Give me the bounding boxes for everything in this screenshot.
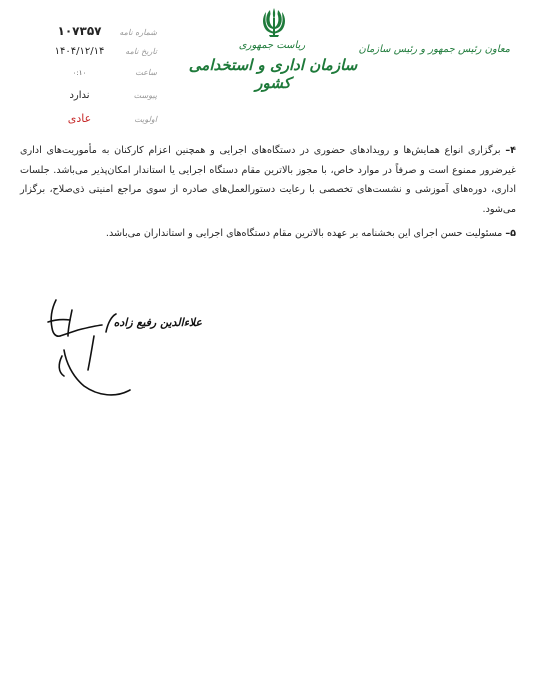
- letter-meta-box: [42, 24, 157, 134]
- letter-body: [20, 141, 516, 244]
- meta-row-attachment: [42, 90, 157, 112]
- letter-time: ۰:۱۰: [72, 69, 87, 77]
- meta-row-time: [42, 68, 157, 90]
- paragraph-5-number: ۵–: [505, 228, 516, 239]
- paragraph-5: [20, 224, 516, 244]
- letter-number-label: شماره نامه: [119, 28, 157, 37]
- organization-title: سازمان اداری و استخدامی کشور: [188, 56, 358, 92]
- letter-subtitle: ریاست جمهوری: [238, 40, 306, 51]
- meta-row-number: [42, 24, 157, 46]
- meta-row-date: [42, 46, 157, 68]
- paragraph-4-text: برگزاری انواع همایش‌ها و رویدادهای حضوری در دستگاه‌های اجرایی و همچنین اعزام کارکنان به مأموریت‌های اداری غیرضرور ممنوع است و صرفاً در موارد خاص، با مجوز بالاترین مقام دستگاه اجرایی یا استاندار امکان‌پذیر می‌باشد. جلسات اداری، دوره‌های آموزشی و نشست‌های تخصصی با رعایت دستورالعمل‌های صادره از سوی مراجع امنیتی ذی‌صلاح، برگزار می‌شود.: [20, 145, 516, 215]
- letter-number: ۱۰۷۳۵۷: [57, 24, 102, 38]
- signatory-name: علاءالدین رفیع زاده: [113, 316, 202, 329]
- meta-row-priority: [42, 112, 157, 134]
- letter-priority: عادی: [67, 112, 92, 125]
- letter-time-label: ساعت: [135, 68, 157, 77]
- letter-priority-label: اولویت: [134, 115, 157, 124]
- paragraph-4: [20, 141, 516, 219]
- letter-attachment: ندارد: [69, 90, 90, 101]
- paragraph-5-text: مسئولیت حسن اجرای این بخشنامه بر عهده بالاترین مقام دستگاه‌های اجرایی و استانداران می‌باشد.: [105, 228, 506, 239]
- sender-title: معاون رئیس جمهور و رئیس سازمان: [358, 44, 510, 55]
- letter-attachment-label: پیوست: [133, 91, 157, 100]
- letter-date-label: تاریخ نامه: [125, 47, 157, 56]
- iran-emblem-icon: [260, 6, 288, 38]
- letter-date: ۱۴۰۴/۱۲/۱۴: [54, 46, 105, 57]
- handwritten-signature: [34, 292, 204, 412]
- paragraph-4-number: ۴–: [505, 145, 516, 156]
